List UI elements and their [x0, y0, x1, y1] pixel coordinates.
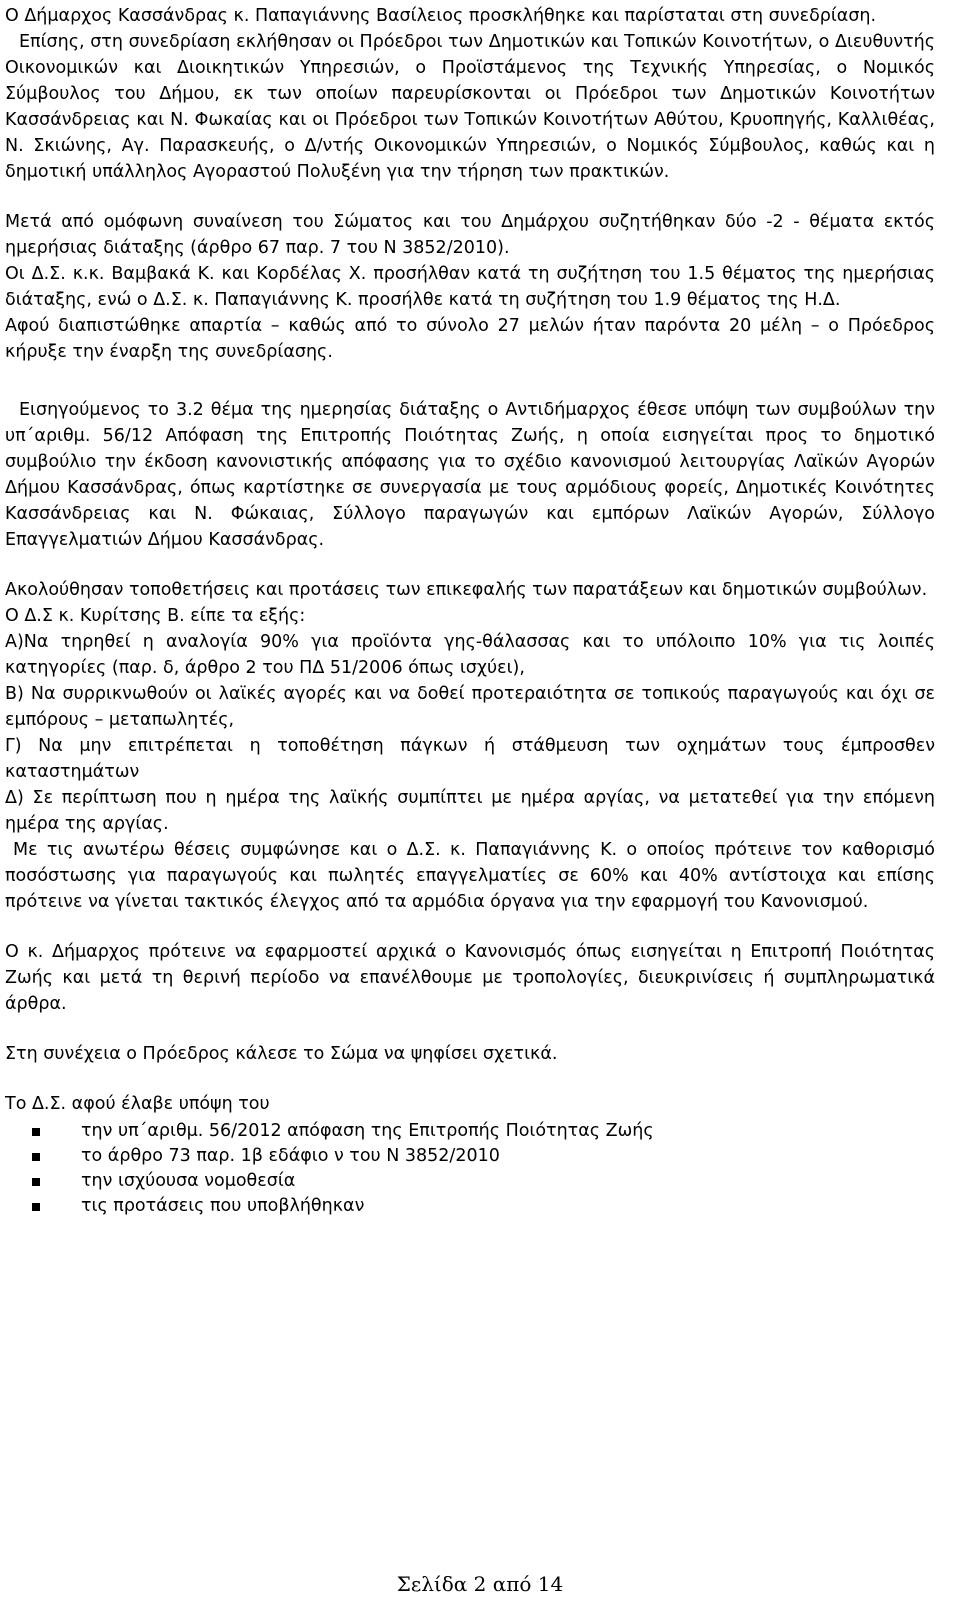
paragraph-proposal-b: Β) Να συρρικνωθούν οι λαϊκές αγορές και να δοθεί προτεραιότητα σε τοπικούς παραγωγούς και όχι σε εμπόρους – μεταπωλητές,	[5, 684, 935, 730]
page-number-footer: Σελίδα 2 από 14	[396, 1572, 564, 1596]
list-item	[5, 1169, 935, 1194]
square-bullet-icon	[32, 1178, 40, 1186]
paragraph-proposal-a: Α)Να τηρηθεί η αναλογία 90% για προϊόντα γης-θάλασσας και το υπόλοιπο 10% για τις λοιπές κατηγορίες (παρ. δ, άρθρο 2 του ΠΔ 51/2006 όπως ισχύει),	[5, 632, 935, 678]
paragraph-mayor-proposal: Ο κ. Δήμαρχος πρότεινε να εφαρμοστεί αρχικά ο Κανονισμός όπως εισηγείται η Επιτροπή Ποιότητας Ζωής και μετά τη θερινή περίοδο να επανέλθουμε με τροπολογίες, διευκρινίσεις ή συμπληρωματικά άρθρα.	[5, 942, 935, 1014]
paragraph-proposal-c: Γ) Να μην επιτρέπεται η τοποθέτηση πάγκων ή στάθμευση των οχημάτων τους έμπροσθεν καταστημάτων	[5, 736, 935, 782]
paragraph-invited-attendees: Επίσης, στη συνεδρίαση εκλήθησαν οι Πρόεδροι των Δημοτικών και Τοπικών Κοινοτήτων, ο Διευθυντής Οικονομικών και Διοικητικών Υπηρεσιών, ο Προϊστάμενος της Τεχνικής Υπηρεσίας, ο Νομικός Σύμβουλος του Δήμου, εκ των οποίων παρευρίσκονται οι Πρόεδροι των Δημοτικών Κοινοτήτων Κασσάνδρειας και Ν. Φωκαίας και οι Πρόεδροι των Τοπικών Κοινοτήτων Αθύτου, Κρυοπηγής, Καλλιθέας, Ν. Σκιώνης, Αγ. Παρασκευής, ο Δ/ντής Οικονομικών Υπηρεσιών, ο Νομικός Σύμβουλος, καθώς και η δημοτική υπάλληλος Αγοραστού Πολυξένη για την τήρηση των πρακτικών.	[5, 32, 935, 182]
document-body	[5, 3, 935, 1219]
list-item-text: το άρθρο 73 παρ. 1β εδάφιο ν του Ν 3852/2010	[81, 1146, 500, 1166]
paragraph-extra-agenda: Μετά από ομόφωνη συναίνεση του Σώματος και του Δημάρχου συζητήθηκαν δύο -2 - θέματα εκτός ημερήσιας διάταξης (άρθρο 67 παρ. 7 του Ν 3852/2010).	[5, 212, 935, 258]
list-item-text: τις προτάσεις που υποβλήθηκαν	[81, 1196, 365, 1216]
paragraph-mayor-present: Ο Δήμαρχος Κασσάνδρας κ. Παπαγιάννης Βασίλειος προσκλήθηκε και παρίσταται στη συνεδρίαση.	[5, 6, 877, 26]
paragraph-council-considered: Το Δ.Σ. αφού έλαβε υπόψη του	[5, 1094, 270, 1114]
list-item-text: την ισχύουσα νομοθεσία	[81, 1171, 296, 1191]
paragraph-kiritsis-said: Ο Δ.Σ κ. Κυρίτσης Β. είπε τα εξής:	[5, 606, 306, 626]
list-item	[5, 1144, 935, 1169]
paragraph-introduction: Εισηγούμενος το 3.2 θέμα της ημερησίας διάταξης ο Αντιδήμαρχος έθεσε υπόψη των συμβούλων την υπ΄αριθμ. 56/12 Απόφαση της Επιτροπής Ποιότητας Ζωής, η οποία εισηγείται προς το δημοτικό συμβούλιο την έκδοση κανονιστικής απόφασης για το σχέδιο κανονισμού λειτουργίας Λαϊκών Αγορών Δήμου Κασσάνδρας, όπως καρτίστηκε σε συνεργασία με τους αρμόδιους φορείς, Δημοτικές Κοινότητες Κασσάνδρειας και Ν. Φώκαιας, Σύλλογο παραγωγών και εμπόρων Λαϊκών Αγορών, Σύλλογο Επαγγελματιών Δήμου Κασσάνδρας.	[5, 400, 935, 550]
paragraph-quorum: Αφού διαπιστώθηκε απαρτία – καθώς από το σύνολο 27 μελών ήταν παρόντα 20 μέλη – ο Πρόεδρος κήρυξε την έναρξη της συνεδρίασης.	[5, 316, 935, 362]
paragraph-vote-call: Στη συνέχεια ο Πρόεδρος κάλεσε το Σώμα να ψηφίσει σχετικά.	[5, 1044, 558, 1064]
list-item-text: την υπ΄αριθμ. 56/2012 απόφαση της Επιτροπής Ποιότητας Ζωής	[81, 1121, 654, 1141]
considerations-list	[5, 1119, 935, 1219]
list-item	[5, 1119, 935, 1144]
square-bullet-icon	[32, 1203, 40, 1211]
square-bullet-icon	[32, 1153, 40, 1161]
square-bullet-icon	[32, 1128, 40, 1136]
list-item	[5, 1194, 935, 1219]
paragraph-papagiannis-agreed: Με τις ανωτέρω θέσεις συμφώνησε και ο Δ.Σ. κ. Παπαγιάννης Κ. ο οποίος πρότεινε τον καθορισμό ποσόστωσης για παραγωγούς και πωλητές επαγγελματίες σε 60% και 40% αντίστοιχα και επίσης πρότεινε να γίνεται τακτικός έλεγχος από τα αρμόδια όργανα για την εφαρμογή του Κανονισμού.	[5, 840, 935, 912]
paragraph-proposal-d: Δ) Σε περίπτωση που η ημέρα της λαϊκής συμπίπτει με ημέρα αργίας, να μετατεθεί για την επόμενη ημέρα της αργίας.	[5, 788, 935, 834]
paragraph-statements: Ακολούθησαν τοποθετήσεις και προτάσεις των επικεφαλής των παρατάξεων και δημοτικών συμβούλων.	[5, 580, 928, 600]
paragraph-late-arrivals: Οι Δ.Σ. κ.κ. Βαμβακά Κ. και Κορδέλας Χ. προσήλθαν κατά τη συζήτηση του 1.5 θέματος της ημερήσιας διάταξης, ενώ ο Δ.Σ. κ. Παπαγιάννης Κ. προσήλθε κατά τη συζήτηση του 1.9 θέματος της Η.Δ.	[5, 264, 935, 310]
